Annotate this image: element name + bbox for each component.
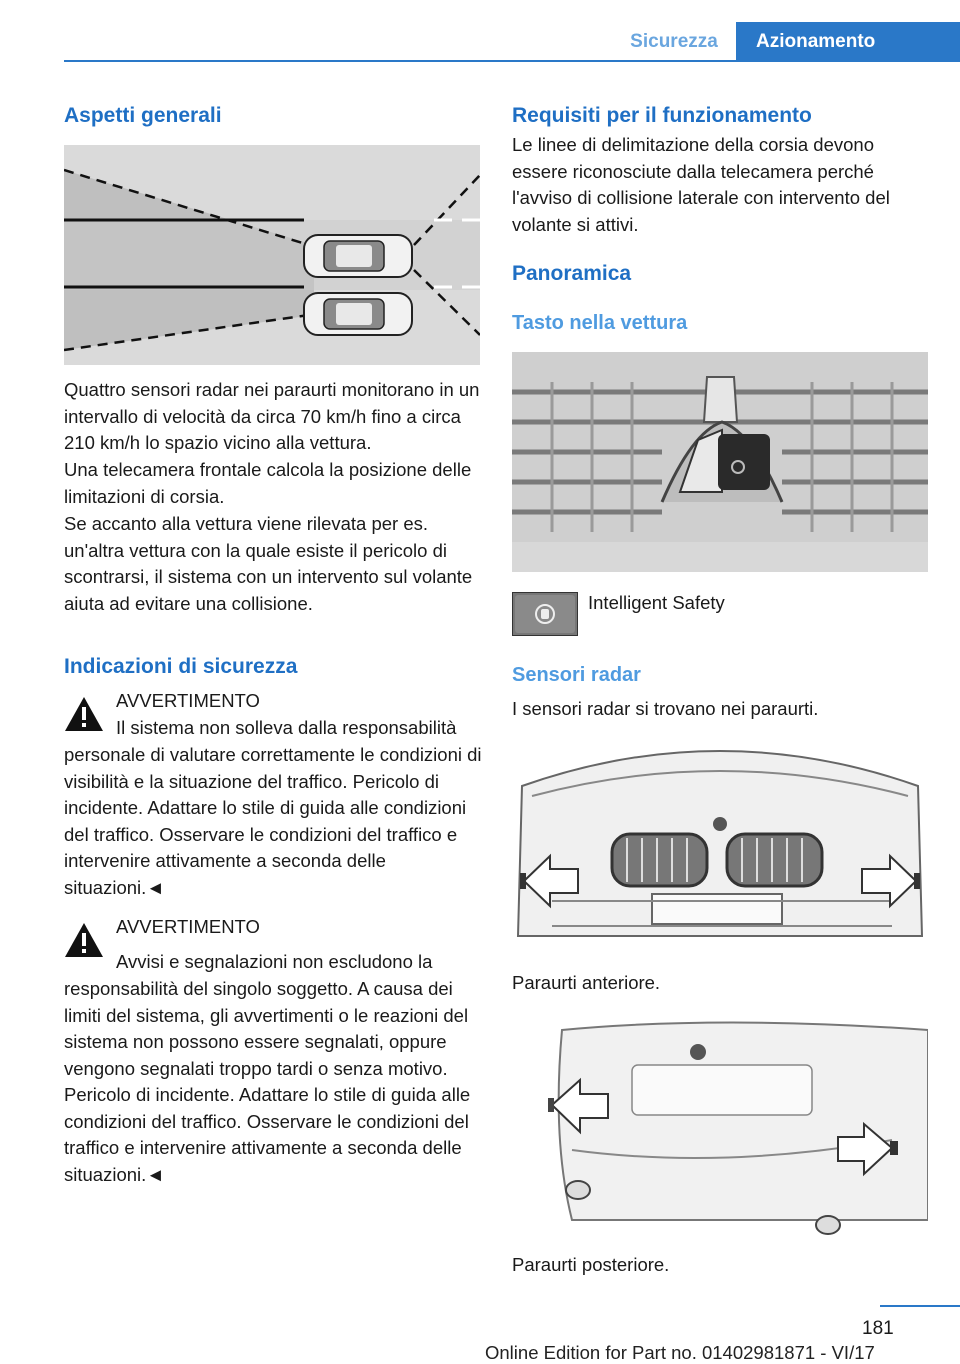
paragraph-camera: Una telecamera frontale calcola la posizione delle limitazioni di corsia. xyxy=(64,459,472,507)
warning1-first-line: Il sistema non solleva dalla responsabilità xyxy=(116,717,457,738)
warning2-first-line: Avvisi e segnalazioni non escludono la xyxy=(116,951,433,972)
rear-bumper-photo xyxy=(512,1020,928,1235)
heading-radar-sensors: Sensori radar xyxy=(512,664,641,686)
warning-triangle-icon xyxy=(64,696,104,737)
paragraph-collision: Se accanto alla vettura viene rilevata per es. un'altra vettura con la quale esiste il pericolo di scontrarsi, il sistema con un intervento sul volante aiuta ad evitare una collisione. xyxy=(64,513,473,614)
caption-front-bumper: Paraurti anteriore. xyxy=(512,972,661,993)
paragraph-requirements: Le linee di delimitazione della corsia devono essere riconosciute dalla telecamera perché l'avviso di collisione laterale con intervento del volante si attivi. xyxy=(512,134,890,235)
warning1-text: personale di valutare correttamente le condizioni di visibilità e la situazione del traffico. Pericolo di incidente. Adattare lo stile di guida alle condizioni del traffico. Osservare le condizioni del traffico e intervenire attivamente a seconda delle situazioni.◄ xyxy=(64,744,482,898)
lane-diagram xyxy=(64,145,480,365)
paragraph-radar-range: Quattro sensori radar nei paraurti monitorano in un intervallo di velocità da circa 70 km/h fino a circa 210 km/h lo spazio vicino alla vettura. xyxy=(64,379,480,453)
heading-safety: Indicazioni di sicurezza xyxy=(64,655,298,678)
edition-note: Online Edition for Part no. 01402981871 - VI/17 xyxy=(485,1342,875,1363)
heading-button-in-car: Tasto nella vettura xyxy=(512,312,688,334)
intelligent-safety-button-icon xyxy=(512,592,578,636)
page-number: 181 xyxy=(862,1318,894,1339)
front-bumper-photo xyxy=(512,736,928,956)
header-section-tab: Sicurezza xyxy=(630,31,718,52)
footer-rule xyxy=(880,1305,960,1307)
dashboard-button-photo xyxy=(512,352,928,572)
header-chapter-tab: Azionamento xyxy=(736,22,960,62)
heading-general: Aspetti generali xyxy=(64,104,222,127)
paragraph-radar-location: I sensori radar si trovano nei paraurti. xyxy=(512,698,819,719)
warning-triangle-icon xyxy=(64,922,104,963)
heading-requirements: Requisiti per il funzionamento xyxy=(512,104,812,127)
warning2-text: responsabilità del singolo soggetto. A causa dei limiti del sistema, gli avvertimenti o le reazioni del sistema non possono essere segnalati, oppure vengono segnalati troppo tardi o senza motivo. Pericolo di incidente. Adattare lo stile di guida alle condizioni del traffico. Osservare le condizioni del traffico e intervenire attivamente a seconda delle situazioni.◄ xyxy=(64,978,471,1185)
button-label: Intelligent Safety xyxy=(588,592,725,613)
warning2-title: AVVERTIMENTO xyxy=(116,916,260,937)
warning1-title: AVVERTIMENTO xyxy=(116,690,260,711)
header-rule xyxy=(64,60,960,62)
heading-overview: Panoramica xyxy=(512,262,632,285)
caption-rear-bumper: Paraurti posteriore. xyxy=(512,1254,670,1275)
